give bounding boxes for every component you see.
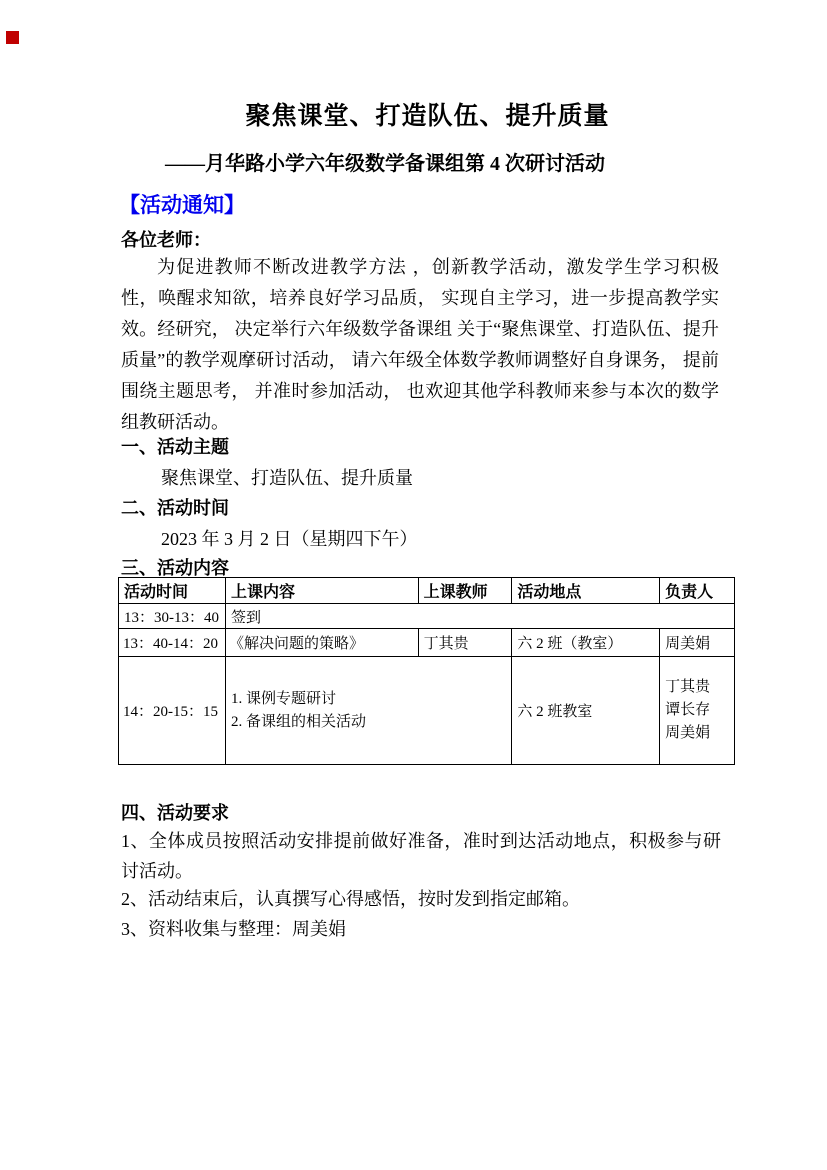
section-text-topic: 聚焦课堂、打造队伍、提升质量 (161, 468, 413, 488)
section-heading-topic: 一、活动主题 (121, 437, 229, 457)
document-content (119, 0, 736, 1170)
header-cell-time: 活动时间 (119, 578, 226, 604)
section-heading-time: 二、活动时间 (121, 498, 229, 518)
requirement-item: 2、活动结束后，认真撰写心得感悟，按时发到指定邮箱。 (121, 889, 580, 909)
cell-content (225, 657, 511, 765)
cell-place: 六 2 班教室 (512, 657, 660, 765)
intro-paragraph: 为促进教师不断改进教学方法 ，创新教学活动，激发学生学习积极性，唤醒求知欲，培养良好学习品质， 实现自主学习，进一步提高教学实效。经研究， 决定举行六年级数学备课组 关于“聚焦课堂、打造队伍、提升质量”的教学观摩研讨活动， 请六年级全体数学教师调整好自身课务， 提前围绕主题思考， 并准时参加活动， 也欢迎其他学科教师来参与本次的数学组教研活动。 (121, 257, 719, 432)
cell-lead: 周美娟 (660, 629, 735, 657)
header-cell-content: 上课内容 (225, 578, 418, 604)
table-row (119, 604, 735, 629)
salutation: 各位老师： (121, 230, 211, 250)
header-cell-lead: 负责人 (660, 578, 735, 604)
content-line: 2. 备课组的相关活动 (230, 713, 366, 730)
cell-teacher: 丁其贵 (418, 629, 512, 657)
cell-time: 14：20-15：15 (119, 657, 226, 765)
content-line: 1. 课例专题研讨 (230, 690, 336, 707)
activity-table (118, 577, 735, 765)
requirement-item: 1、全体成员按照活动安排提前做好准备，准时到达活动地点，积极参与研讨活动。 (121, 831, 721, 881)
section-heading-content: 三、活动内容 (121, 558, 229, 578)
header-cell-place: 活动地点 (512, 578, 660, 604)
cell-content: 《解决问题的策略》 (225, 629, 418, 657)
lead-line: 丁其贵 (665, 679, 711, 695)
requirement-item: 3、资料收集与整理：周美娟 (121, 919, 346, 939)
notice-heading: 【活动通知】 (119, 193, 245, 217)
red-corner-marker (6, 31, 19, 44)
cell-time: 13：40-14：20 (119, 629, 226, 657)
section-heading-requirements: 四、活动要求 (121, 803, 229, 823)
cell-place: 六 2 班（教室） (512, 629, 660, 657)
section-text-time: 2023 年 3 月 2 日（星期四下午） (161, 529, 418, 549)
cell-signin: 签到 (225, 604, 734, 629)
cell-time: 13：30-13：40 (119, 604, 226, 629)
lead-line: 谭长存 (665, 702, 711, 718)
document-title: 聚焦课堂、打造队伍、提升质量 (245, 103, 610, 130)
document-subtitle: ——月华路小学六年级数学备课组第 4 次研讨活动 (165, 153, 605, 175)
table-row (119, 657, 735, 765)
table-header-row (119, 578, 735, 604)
header-cell-teacher: 上课教师 (418, 578, 512, 604)
lead-line: 周美娟 (665, 725, 711, 741)
table-row (119, 629, 735, 657)
cell-lead (660, 657, 735, 765)
